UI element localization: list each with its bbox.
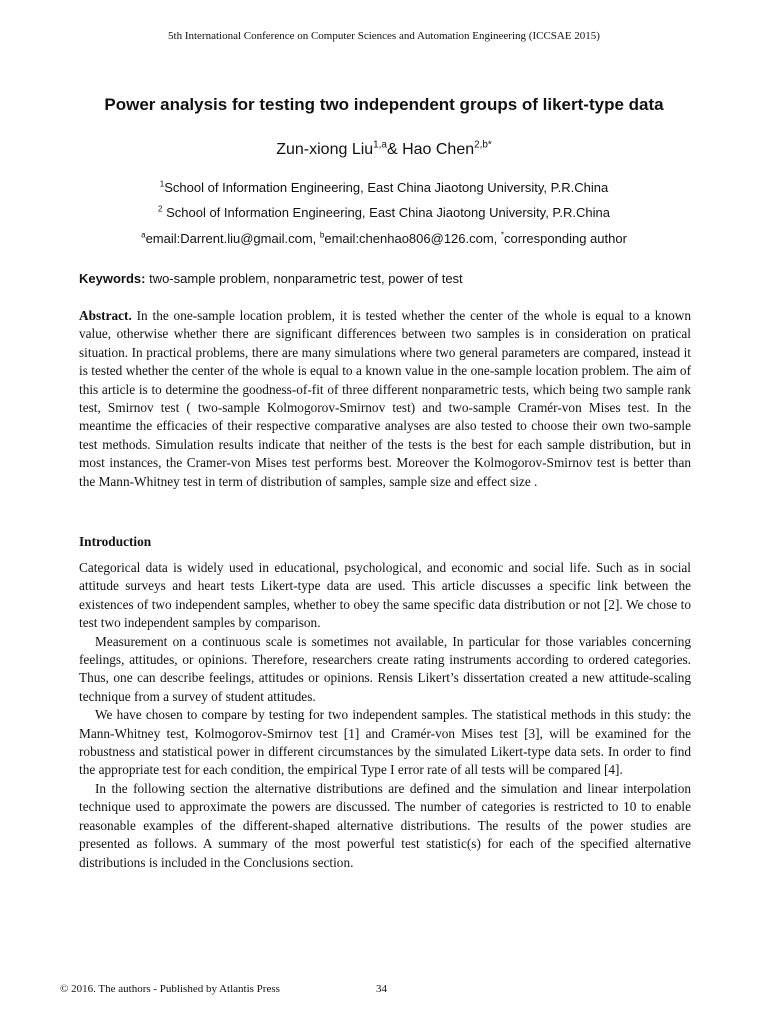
intro-paragraph-2: Measurement on a continuous scale is sometimes not available, In particular for those variables concerning feelings, attitudes, or opinions. Therefore, researchers create rating instruments according to ordered categories. Thus, one can describe feelings, attitudes or opinions. Rensis Likert’s dissertation created a new attitude-scaling technique from a survey of student attitudes.	[79, 633, 691, 704]
section-heading-introduction: Introduction	[79, 534, 152, 549]
affiliation-1-marker: 1	[159, 179, 165, 189]
keywords	[79, 271, 691, 286]
corresponding-marker: *	[500, 230, 505, 240]
introduction-body	[79, 559, 691, 872]
keywords-label: Keywords:	[79, 271, 146, 286]
running-header: 5th International Conference on Computer Sciences and Automation Engineering (ICCSAE 2015)	[168, 30, 600, 42]
abstract-label: Abstract.	[79, 308, 132, 323]
author-2-name: & Hao Chen	[386, 141, 475, 158]
author-1-name: Zun-xiong Liu	[276, 141, 374, 158]
email-b-marker: b	[319, 230, 325, 240]
corresponding-text: corresponding author	[504, 231, 627, 246]
author-2-marker: 2,b*	[474, 139, 492, 151]
affiliation-1	[0, 180, 768, 195]
abstract-text: In the one-sample location problem, it is tested whether the center of the whole is equal to a known value, otherwise whether there are significant differences between two samples is in consideration on pratical situation. In practical problems, there are many simulations where two general parameters are compared, instead it is tested whether the center of the whole is equal to a known value in the one-sample location problem. The aim of this article is to determine the goodness-of-fit of three different nonparametric tests, which being two sample rank test, Smirnov test ( two-sample Kolmogorov-Smirnov test) and two-sample Cramér-von Mises test. In the meantime the efficacies of their respective comparative analyses are also tested to choose their own two-sample test methods. Simulation results indicate that neither of the tests is the best for each sample distribution, but in most instances, the Cramer-von Mises test performs best. Moreover the Kolmogorov-Smirnov test is better than the Mann-Whitney test in term of distribution of samples, sample size and effect size .	[79, 308, 691, 489]
affiliation-1-text: School of Information Engineering, East China Jiaotong University, P.R.China	[164, 180, 609, 195]
author-1-marker: 1,a	[373, 139, 387, 151]
abstract	[79, 307, 691, 491]
affiliation-2-text: School of Information Engineering, East China Jiaotong University, P.R.China	[162, 205, 611, 220]
email-b-text: email:chenhao806@126.com,	[324, 231, 501, 246]
affiliation-2-marker: 2	[157, 204, 163, 214]
intro-paragraph-1: Categorical data is widely used in educational, psychological, and economic and social life. Such as in social attitude surveys and heart tests Likert-type data are used. This article discusses a specific link between the existences of two independent samples, whether to obey the same specific data distribution or not [2]. We chose to test two independent samples by comparison.	[79, 560, 691, 631]
page-number: 34	[376, 983, 387, 995]
email-a-text: email:Darrent.liu@gmail.com,	[145, 231, 320, 246]
email-a-marker: a	[141, 230, 146, 240]
paper-title: Power analysis for testing two independent groups of likert-type data	[104, 95, 664, 114]
email-line	[0, 231, 768, 246]
keywords-text: two-sample problem, nonparametric test, power of test	[145, 271, 463, 286]
footer-copyright: © 2016. The authors - Published by Atlantis Press	[60, 983, 280, 995]
author-line	[0, 141, 768, 159]
intro-paragraph-3: We have chosen to compare by testing for two independent samples. The statistical methods in this study: the Mann-Whitney test, Kolmogorov-Smirnov test [1] and Cramér-von Mises test [3], will be examined for the robustness and statistical power in different circumstances by the simulated Likert-type data sets. In order to find the appropriate test for each condition, the empirical Type I error rate of all tests will be compared [4].	[79, 707, 691, 778]
intro-paragraph-4: In the following section the alternative distributions are defined and the simulation and linear interpolation technique used to approximate the powers are discussed. The number of categories is restricted to 10 to enable reasonable examples of the different-shaped alternative distributions. The results of the power studies are presented as follows. A summary of the most powerful test statistic(s) for each of the specified alternative distributions is included in the Conclusions section.	[79, 780, 691, 870]
affiliation-2	[0, 205, 768, 220]
